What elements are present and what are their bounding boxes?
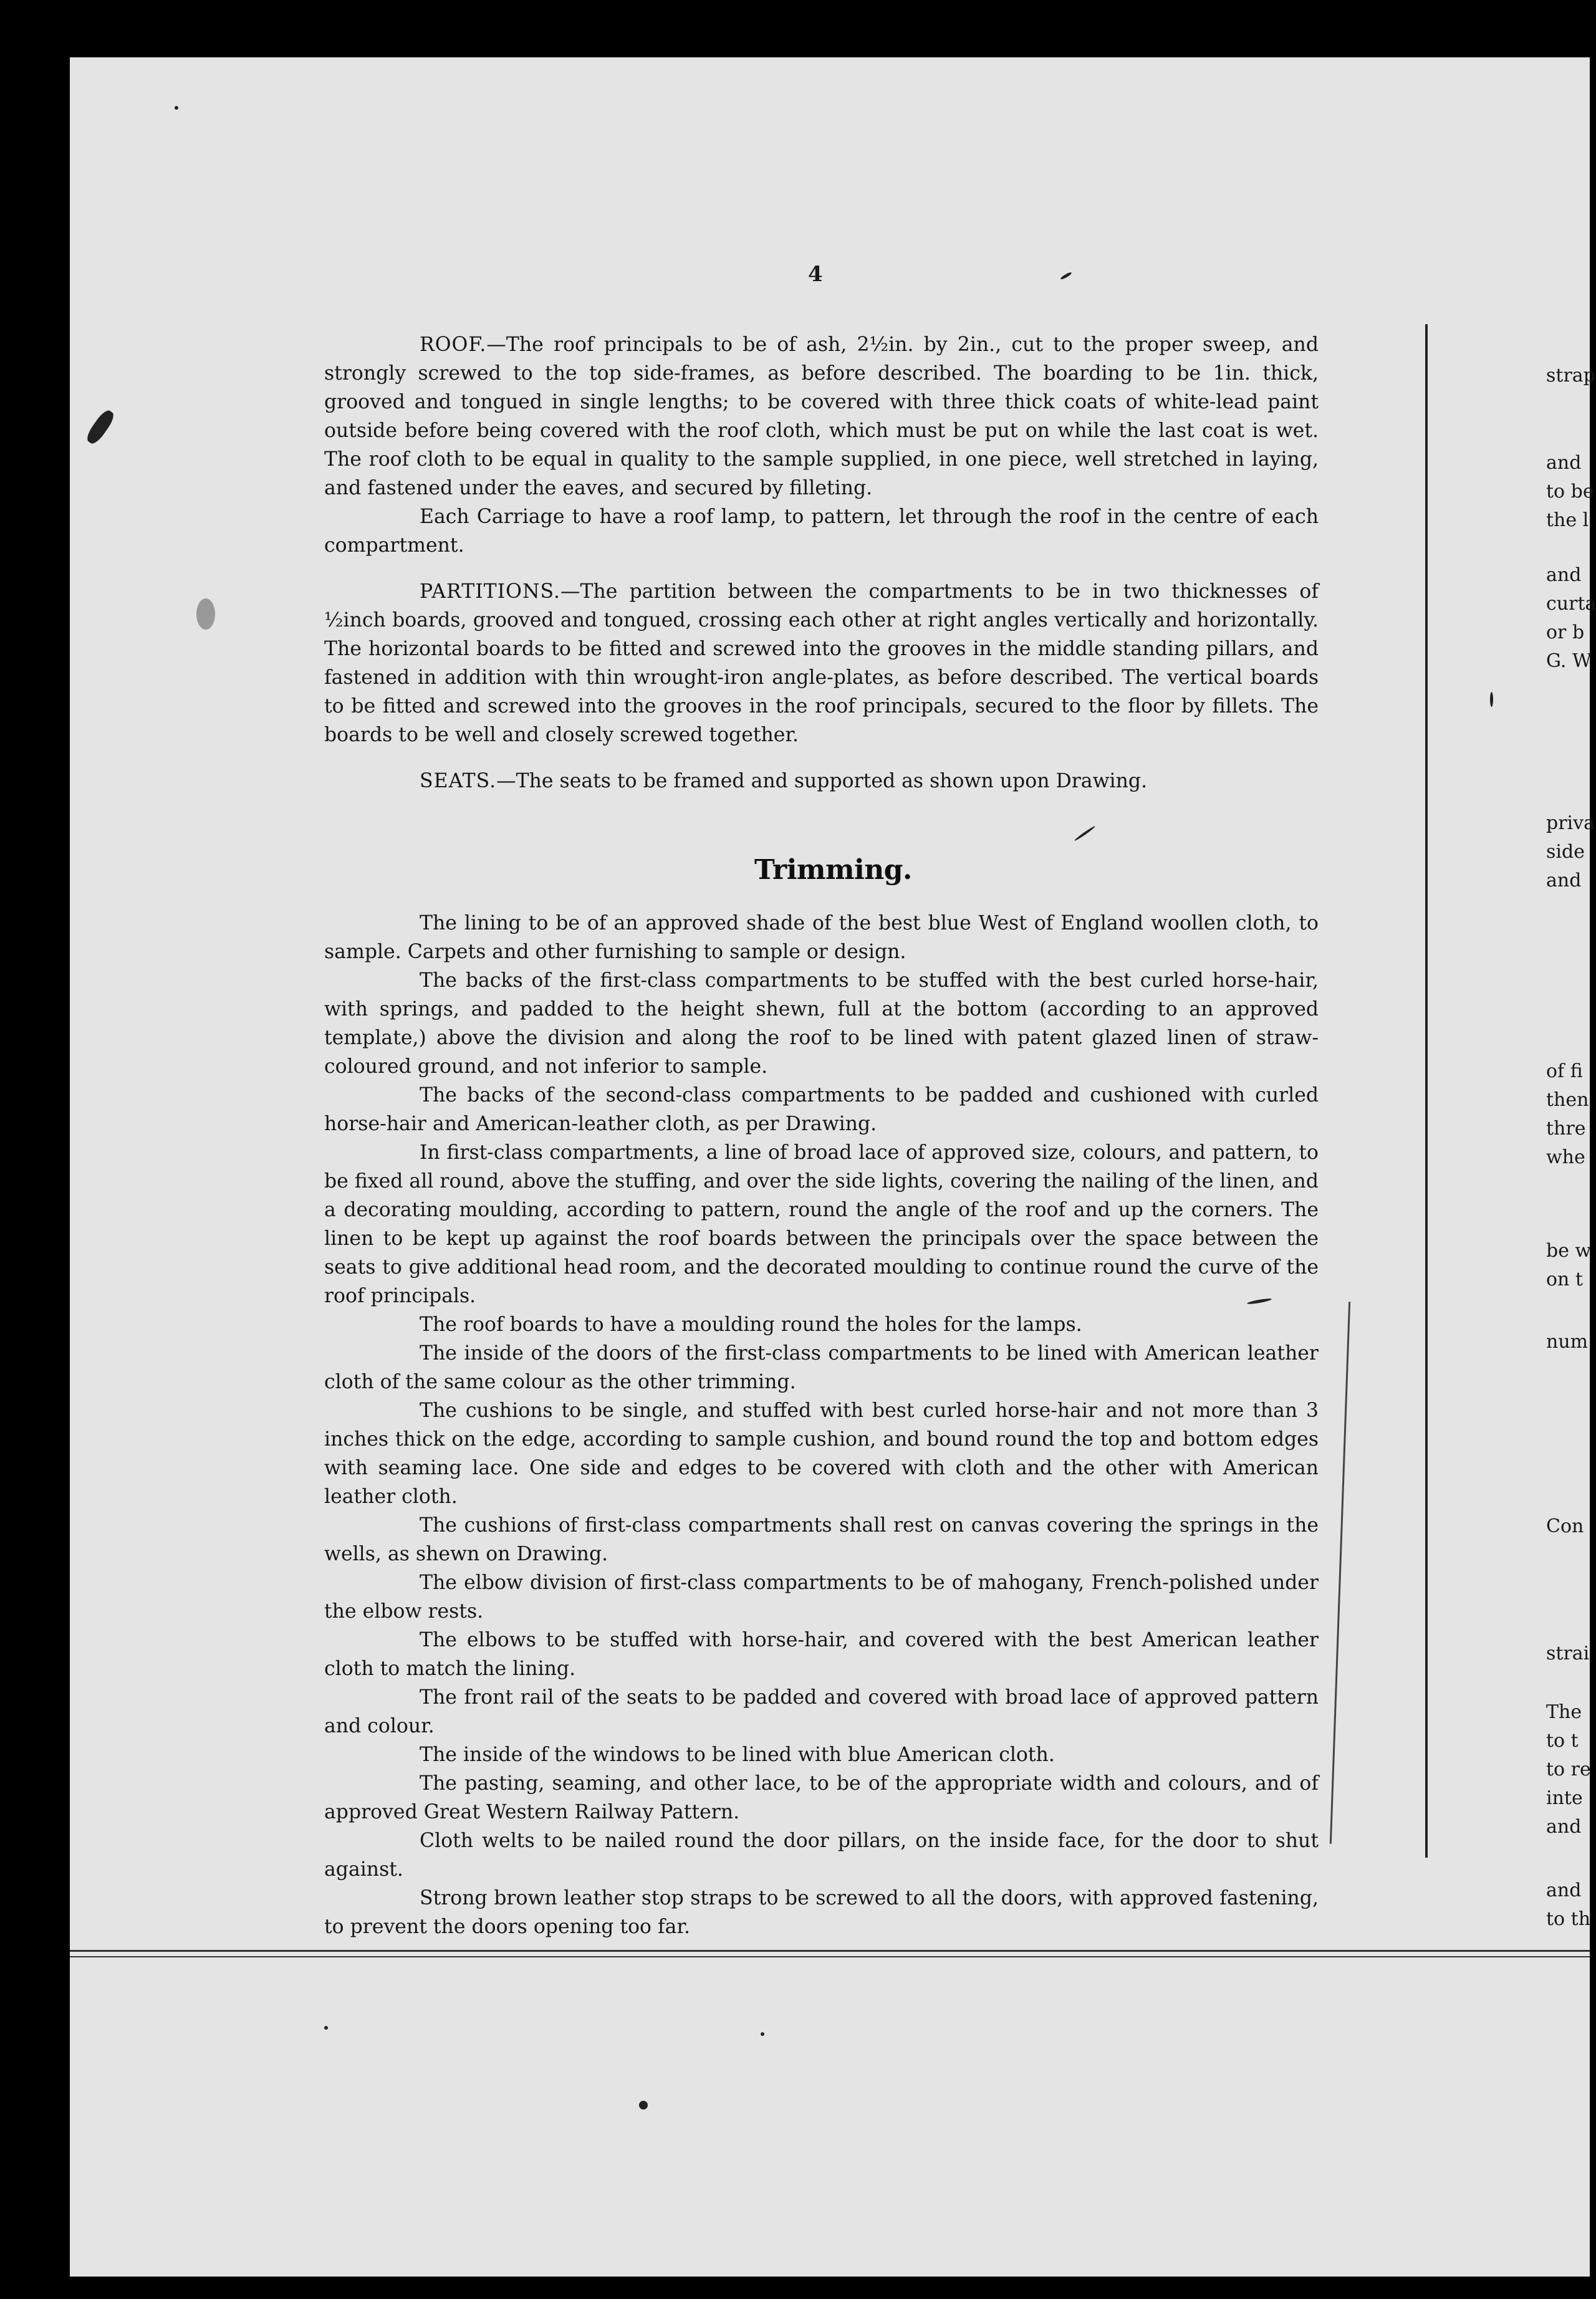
fragment-text: G. W	[1546, 650, 1592, 672]
ink-mark	[1490, 692, 1493, 707]
fragment-text: inte	[1546, 1787, 1583, 1809]
fragment-text: whe	[1546, 1146, 1585, 1168]
fragment-text: to t	[1546, 1730, 1579, 1752]
trimming-paragraph: The cushions to be single, and stuffed with best curled horse-hair and not more than 3 inches thick on the edge, according to sample cushion, and bound round the top and bottom edges with seaming lace. One side and edges to be covered with cloth and the other with American leather cloth.	[324, 1399, 1319, 1508]
trimming-paragraph: The backs of the second-class compartments to be padded and cushioned with curled horse-hair and American-leather cloth, as per Drawing.	[324, 1084, 1319, 1135]
trimming-section	[324, 909, 1319, 1941]
trimming-paragraph: The pasting, seaming, and other lace, to be of the appropriate width and colours, and of approved Great Western Railway Pattern.	[324, 1772, 1319, 1823]
roof-lamp-paragraph: Each Carriage to have a roof lamp, to pattern, let through the roof in the centre of each compartment.	[324, 506, 1319, 557]
partitions-paragraph	[324, 577, 1319, 749]
fragment-text: The	[1546, 1701, 1582, 1723]
roof-heading: ROOF.	[420, 334, 487, 356]
fragment-text: and	[1546, 1816, 1582, 1838]
trimming-paragraph: Strong brown leather stop straps to be screwed to all the doors, with approved fastening, to prevent the doors opening too far.	[324, 1887, 1319, 1938]
fragment-text: side	[1546, 841, 1585, 863]
trimming-paragraph: The roof boards to have a moulding round the holes for the lamps.	[420, 1313, 1082, 1336]
fragment-text: strai	[1546, 1643, 1590, 1664]
dust-speck	[324, 2026, 328, 2030]
partitions-heading: PARTITIONS.	[420, 580, 560, 603]
fragment-text: priva	[1546, 812, 1595, 834]
dust-speck	[175, 106, 178, 110]
fragment-text: curta	[1546, 593, 1596, 615]
trimming-paragraph: The cushions of first-class compartments shall rest on canvas covering the springs in the wells, as shewn on Drawing.	[324, 1514, 1319, 1565]
fragment-text: and	[1546, 452, 1582, 474]
partitions-text: —The partition between the compartments to be in two thicknesses of ½inch boards, grooved and tongued, crossing each other at right angles vertically and horizontally. The horizontal boards to be fitted and screwed into the grooves in the middle standing pillars, and fastened in addition with thin wrought-iron angle-plates, as before described. The vertical boards to be fitted and screwed into the grooves in the roof principals, secured to the floor by fillets. The boards to be well and closely screwed together.	[324, 580, 1319, 746]
fragment-text: to be	[1546, 481, 1594, 502]
fragment-text: be w	[1546, 1240, 1592, 1262]
trimming-paragraph: The lining to be of an approved shade of the best blue West of England woollen cloth, to sample. Carpets and other furnishing to sample or design.	[324, 912, 1319, 963]
fragment-text: on t	[1546, 1269, 1583, 1290]
trimming-paragraph: The front rail of the seats to be padded and covered with broad lace of approved pattern and colour.	[324, 1686, 1319, 1737]
fragment-text: the l	[1546, 509, 1589, 531]
ink-smudge	[196, 598, 215, 630]
trimming-paragraph: In first-class compartments, a line of broad lace of approved size, colours, and pattern, to be fixed all round, above the stuffing, and over the side lights, covering the nailing of the linen, and a decorating moulding, according to pattern, round the angle of the roof and up the corners. The linen to be kept up against the roof boards between the principals over the space between the seats to give additional head room, and the decorated moulding to continue round the curve of the roof principals.	[324, 1141, 1319, 1307]
fragment-text: and	[1546, 564, 1582, 586]
fragment-text: and	[1546, 1879, 1582, 1901]
fragment-text: Con	[1546, 1515, 1584, 1537]
fragment-text: and	[1546, 870, 1582, 891]
trimming-paragraph: The inside of the doors of the first-class compartments to be lined with American leather cloth of the same colour as the other trimming.	[324, 1342, 1319, 1393]
seats-text: —The seats to be framed and supported as shown upon Drawing.	[496, 770, 1148, 792]
trimming-paragraph: Cloth welts to be nailed round the door pillars, on the inside face, for the door to shut against.	[324, 1830, 1319, 1881]
dust-speck	[761, 2032, 764, 2036]
roof-paragraph	[324, 330, 1319, 502]
trimming-title: Trimming.	[754, 854, 912, 886]
fold-line-vertical	[1425, 324, 1428, 1858]
fragment-text: of fi	[1546, 1060, 1583, 1082]
roof-text: —The roof principals to be of ash, 2½in. by 2in., cut to the proper sweep, and strongly screwed to the top side-frames, as before described. The boarding to be 1in. thick, grooved and tongued in single lengths; to be covered with three thick coats of white-lead paint outside before being covered with the roof cloth, which must be put on while the last coat is wet. The roof cloth to be equal in quality to the sample supplied, in one piece, well stretched in laying, and fastened under the eaves, and secured by filleting.	[324, 334, 1319, 499]
fragment-text: to th	[1546, 1908, 1591, 1930]
fragment-text: strap	[1546, 365, 1595, 386]
dust-speck	[639, 2101, 648, 2109]
fragment-text: then	[1546, 1089, 1589, 1111]
bottom-rule-lower	[70, 1956, 1590, 1957]
trimming-paragraph: The backs of the first-class compartments to be stuffed with the best curled horse-hair, with springs, and padded to the height shewn, full at the bottom (according to an approved template,) above the division and along the roof to be lined with patent glazed linen of straw-coloured ground, and not inferior to sample.	[324, 969, 1319, 1078]
fragment-text: thre	[1546, 1118, 1586, 1140]
trimming-paragraph: The elbow division of first-class compartments to be of mahogany, French-polished under the elbow rests.	[324, 1572, 1319, 1623]
fragment-text: or b	[1546, 622, 1585, 643]
trimming-paragraph: The inside of the windows to be lined with blue American cloth.	[420, 1744, 1055, 1766]
seats-paragraph	[324, 767, 1319, 795]
page-number: 4	[808, 262, 823, 287]
seats-heading: SEATS.	[420, 770, 497, 792]
fragment-text: to re	[1546, 1759, 1591, 1780]
bottom-rule-upper	[70, 1950, 1590, 1952]
fragment-text: num	[1546, 1331, 1589, 1353]
trimming-paragraph: The elbows to be stuffed with horse-hair, and covered with the best American leather cloth to match the lining.	[324, 1629, 1319, 1680]
specification-upper	[324, 330, 1319, 795]
